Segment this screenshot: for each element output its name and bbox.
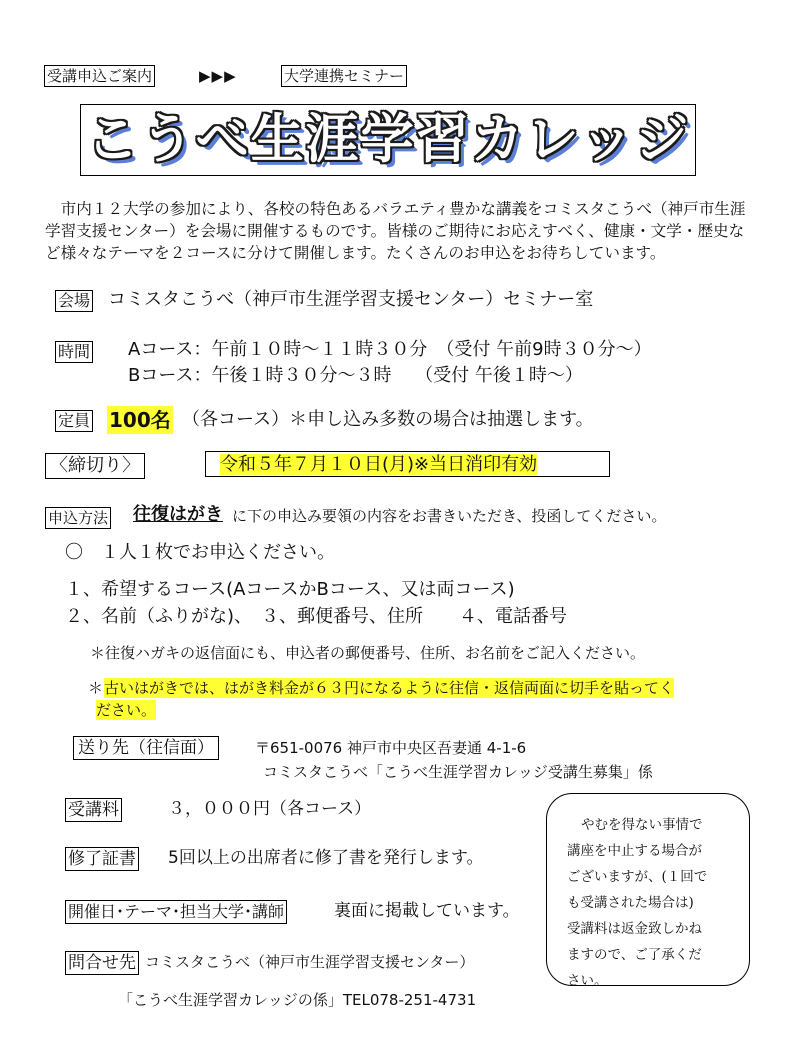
- fee-label: 受講料: [65, 798, 122, 822]
- apply-label: 申込方法: [45, 507, 111, 529]
- intro-paragraph: 市内１２大学の参加により、各校の特色あるバラエティ豊かな講義をコミスタこうべ（神戸市生涯学習支援センター）を会場に開催するものです。皆様のご期待にお応えすべく、健康・文学・歴史など様々なテーマを２コースに分けて開催します。たくさんのお申込をお待ちしています。: [45, 200, 746, 262]
- notice-line: ございますが、(１回で: [567, 869, 708, 885]
- apply-note-1: ＊往復ハガキの返信面にも、申込者の郵便番号、住所、お名前をご記入ください。: [90, 644, 646, 662]
- notice-line: も受講された場合は): [567, 895, 694, 911]
- apply-note-2-mark: ＊: [88, 679, 104, 697]
- venue-value: コミスタこうべ（神戸市生涯学習支援センター）セミナー室: [108, 289, 594, 310]
- destination-label: 送り先（往信面）: [73, 736, 219, 760]
- fee-value: ３，０００円（各コース）: [168, 799, 372, 819]
- contact-label: 問合せ先: [65, 951, 139, 975]
- page-title: こうべ生涯学習カレッジ: [85, 109, 691, 170]
- deadline-label: 〈締切り〉: [45, 453, 145, 479]
- capacity-number: 100名: [109, 408, 171, 432]
- title-box: [80, 104, 696, 176]
- apply-method: 往復はがき: [133, 504, 223, 525]
- apply-note-2-line1: 古いはがきでは、はがき料金が６３円になるように往信・返信両面に切手を貼ってく: [104, 679, 675, 697]
- time-course-a: Aコース：午前１０時～１１時３０分 （受付 午前9時３０分～）: [128, 339, 652, 360]
- certificate-label: 修了証書: [65, 847, 139, 871]
- time-course-b: Bコース：午後１時３０分～３時 （受付 午後１時～）: [128, 365, 583, 386]
- cancellation-notice: [546, 793, 750, 989]
- time-label: 時間: [55, 341, 93, 363]
- notice-line: ますので、ご了承くだ: [567, 947, 702, 963]
- contact-line: 「こうべ生涯学習カレッジの係」TEL078-251-4731: [118, 991, 477, 1009]
- venue-label: 会場: [55, 290, 93, 312]
- arrow-icons: ▶▶▶: [199, 67, 237, 85]
- capacity-text: （各コース）＊申し込み多数の場合は抽選します。: [182, 409, 594, 430]
- notice-line: さい。: [567, 973, 608, 989]
- apply-one-per-person: 〇 １人１枚でお申込ください。: [65, 542, 335, 563]
- header-tag-seminar: 大学連携セミナー: [281, 65, 407, 87]
- notice-line: 講座を中止する場合が: [567, 843, 702, 859]
- apply-text: に下の申込み要領の内容をお書きいただき、投函してください。: [232, 507, 667, 525]
- notice-line: やむを得ない事情で: [581, 817, 703, 833]
- deadline-box: [205, 451, 610, 477]
- capacity-label: 定員: [55, 410, 93, 432]
- deadline-value: 令和５年７月１０日(月)※当日消印有効: [220, 454, 538, 475]
- certificate-value: 5回以上の出席者に修了書を発行します。: [168, 848, 484, 868]
- apply-note-2-line2: ださい。: [96, 701, 157, 719]
- contact-value: コミスタこうべ（神戸市生涯学習支援センター）: [145, 953, 475, 971]
- apply-item-2: ２、名前（ふりがな)、 ３、郵便番号、住所 ４、電話番号: [65, 606, 568, 627]
- apply-item-1: １、希望するコース(AコースかBコース、又は両コース): [65, 579, 515, 600]
- destination-address: 〒651-0076 神戸市中央区吾妻通 4-1-6: [255, 739, 527, 757]
- schedule-label: 開催日･テーマ･担当大学･講師: [65, 900, 287, 924]
- header-tag-apply-guide: 受講申込ご案内: [44, 65, 155, 87]
- notice-line: 受講料は返金致しかね: [567, 921, 702, 937]
- destination-recipient: コミスタこうべ「こうべ生涯学習カレッジ受講生募集」係: [263, 763, 653, 781]
- schedule-value: 裏面に掲載しています。: [334, 901, 520, 921]
